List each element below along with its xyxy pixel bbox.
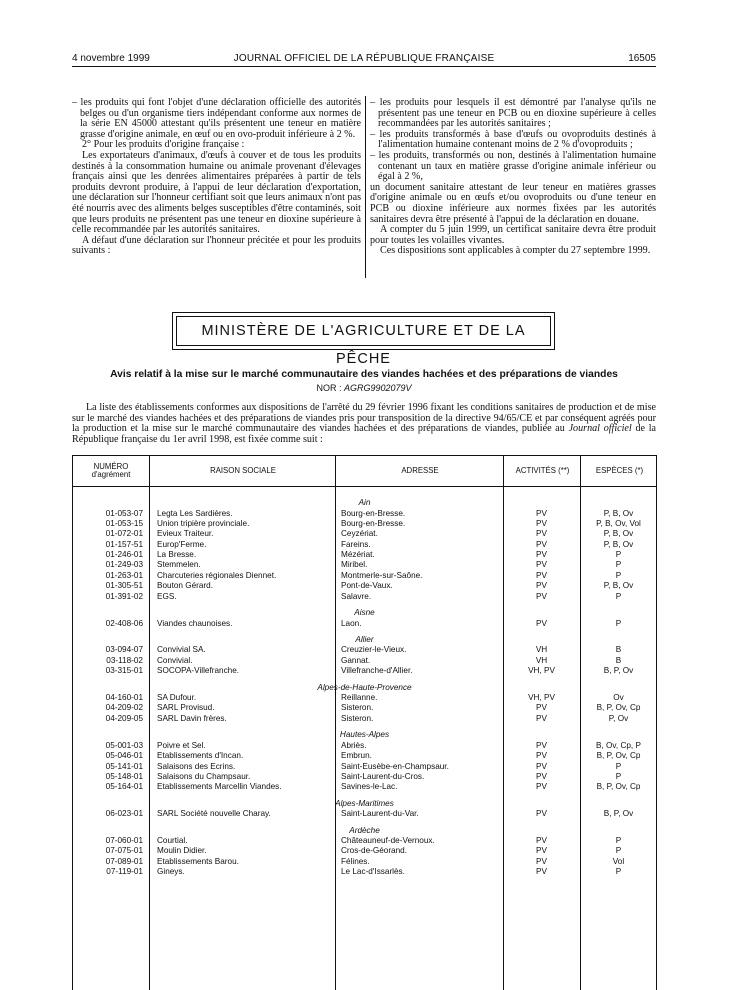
header-numero-line1: NUMÉRO [93,461,129,471]
numero-cell: 01-249-03 [105,560,143,570]
numero-cell: 01-157-51 [105,539,143,549]
table-row [73,571,656,581]
especes-cell: Ov [613,693,624,703]
adresse-cell: Bourg-en-Bresse. [341,518,406,528]
activites-cell: PV [536,836,547,846]
adresse-cell: Laon. [341,618,362,628]
numero-cell: 07-060-01 [105,836,143,846]
raison-cell: Convivial SA. [157,645,206,655]
ministry-heading: MINISTÈRE DE L'AGRICULTURE ET DE LA PÊCHE [176,316,551,346]
adresse-cell: Creuzier-le-Vieux. [341,645,407,655]
numero-cell: 04-160-01 [105,693,143,703]
activites-cell: PV [536,570,547,580]
adresse-cell: Gannat. [341,655,371,665]
raison-cell: Union tripière provinciale. [157,518,250,528]
raison-cell: Etablissements Barou. [157,856,239,866]
table-row [73,751,656,761]
page-header [72,44,656,66]
raison-cell: Courtial. [157,836,188,846]
journal-title: JOURNAL OFFICIEL DE LA RÉPUBLIQUE FRANÇAISE [233,53,495,64]
numero-cell: 01-246-01 [105,550,143,560]
raison-cell: Etablissements Marcellin Viandes. [157,782,282,792]
paragraph: Ces dispositions sont applicables à compter du 27 septembre 1999. [380,245,651,257]
table-row [73,666,656,676]
activites-cell: PV [536,560,547,570]
adresse-cell: Le Lac-d'Issarlès. [341,867,405,877]
header-numero [73,456,149,486]
table-row [73,846,656,856]
adresse-cell: Sisteron. [341,703,374,713]
adresse-cell: Saint-Laurent-du-Cros. [341,771,425,781]
raison-cell: SARL Provisud. [157,703,215,713]
department-heading: Hautes-Alpes [339,730,390,740]
adresse-cell: Abriès. [341,740,367,750]
adresse-cell: Pont-de-Vaux. [341,581,393,591]
adresse-cell: Mézériat. [341,550,375,560]
intro-text: de la République française du 1er avril 1998, est fixée comme suit : [72,423,656,445]
activites-cell: VH, PV [528,693,555,703]
especes-cell: P [615,867,622,877]
table-row [73,867,656,877]
raison-cell: Convivial. [157,655,193,665]
activites-cell: PV [536,713,547,723]
activites-cell: PV [536,751,547,761]
table-row [73,857,656,867]
numero-cell: 01-391-02 [105,591,143,601]
activites-cell: PV [536,529,547,539]
raison-cell: SARL Société nouvelle Charay. [157,809,271,819]
especes-cell: P, B, Ov [603,581,634,591]
department-heading: Ardèche [349,825,380,835]
activites-cell: PV [536,809,547,819]
activites-cell: PV [536,591,547,601]
table-row [73,529,656,539]
activites-cell: PV [536,846,547,856]
especes-cell: Vol [612,856,625,866]
adresse-cell: Bourg-en-Bresse. [341,508,406,518]
adresse-cell: Saint-Eusèbe-en-Champsaur. [341,761,449,771]
especes-cell: B, P, Ov, Cp [596,751,641,761]
column-divider [365,96,366,278]
activites-cell: PV [536,550,547,560]
notice-title: Avis relatif à la mise sur le marché communautaire des viandes hachées et des préparations de viandes [110,369,618,380]
table-row [73,540,656,550]
table-row [73,693,656,703]
paragraph: – les produits, transformés ou non, destinés à l'alimentation humaine contenant un taux en matière grasse d'origine animale inférieur ou égal à 2 %, [370,149,656,183]
nor-code: AGRG9902079V [343,383,412,393]
especes-cell: P, Ov [608,713,629,723]
raison-cell: Salaisons des Ecrins. [157,761,236,771]
activites-cell: PV [536,703,547,713]
issue-date: 4 novembre 1999 [72,53,150,64]
especes-cell: B, P, Ov [603,809,634,819]
adresse-cell: Villefranche-d'Allier. [341,666,413,676]
raison-cell: Europ'Ferme. [157,539,207,549]
paragraph: 2° Pour les produits d'origine française : [82,139,245,151]
raison-cell: Poivre et Sel. [157,740,206,750]
table-row [73,509,656,519]
especes-cell: P [615,560,622,570]
numero-cell: 01-305-51 [105,581,143,591]
raison-cell: Bouton Gérard. [157,581,213,591]
numero-cell: 07-089-01 [105,856,143,866]
header-numero-line2: d'agrément [91,470,131,479]
numero-cell: 04-209-05 [105,713,143,723]
adresse-cell: Savines-le-Lac. [341,782,398,792]
paragraph: Les exportateurs d'animaux, d'œufs à couver et de tous les produits destinés à la consommation humaine ou animale provenant d'élevages français ainsi que les denrées alimentaires préparées à partir de tels produits devront produire, à l'appui de leur déclaration d'exportation, une déclaration sur l'honneur certifiant soit que leurs animaux n'ont pas été nourris avec des aliments belges susceptibles d'être contaminés, soit que leurs produits ne présentent pas une teneur en dioxine supérieure à celle recommandée par les autorités sanitaires. [72,149,361,236]
raison-cell: EGS. [157,591,177,601]
numero-cell: 04-209-02 [105,703,143,713]
activites-cell: VH [535,655,548,665]
table-header [73,456,656,487]
raison-cell: Salaisons du Champsaur. [157,771,251,781]
adresse-cell: Fareins. [341,539,371,549]
raison-cell: Gineys. [157,867,185,877]
numero-cell: 05-148-01 [105,771,143,781]
especes-cell: P [615,761,622,771]
activites-cell: PV [536,761,547,771]
table-row [73,592,656,602]
table-row [73,519,656,529]
paragraph: – les produits qui font l'objet d'une déclaration officielle des autorités belges ou d'un organisme tiers indépendant conforme aux normes de la série EN 45000 attestant qu'ils présentent une teneur en matière grasse d'origine animale, en œuf ou en ovo-produit inférieure à 2 %. [72,97,361,140]
adresse-cell: Châteauneuf-de-Vernoux. [341,836,435,846]
right-column [370,98,656,257]
adresse-cell: Sisteron. [341,713,374,723]
department-heading: Ain [358,498,371,507]
activites-cell: PV [536,856,547,866]
department-heading: Alpes-de-Haute-Provence [317,682,412,692]
activites-cell: PV [536,508,547,518]
numero-cell: 01-072-01 [105,529,143,539]
adresse-cell: Saint-Laurent-du-Var. [341,809,419,819]
adresse-cell: Félines. [341,856,370,866]
especes-cell: P [615,570,622,580]
department-heading: Allier [355,634,374,644]
activites-cell: PV [536,581,547,591]
table-row [73,656,656,666]
numero-cell: 03-094-07 [105,645,143,655]
table-row [73,581,656,591]
numero-cell: 05-046-01 [105,751,143,761]
paragraph: A compter du 5 juin 1999, un certificat sanitaire devra être produit pour toutes les volailles vivantes. [370,224,656,246]
raison-cell: SA Dufour. [157,693,197,703]
raison-cell: SOCOPA-Villefranche. [157,666,240,676]
table-row [73,645,656,655]
paragraph: – les produits pour lesquels il est démontré par l'analyse qu'ils ne présentent pas une teneur en PCB ou en dioxine supérieure à celles recommandées par les autorités sanitaires ; [370,97,656,130]
table-row [73,560,656,570]
activites-cell: PV [536,867,547,877]
numero-cell: 03-315-01 [105,666,143,676]
numero-cell: 06-023-01 [105,809,143,819]
especes-cell: B [615,645,622,655]
activites-cell: PV [536,518,547,528]
intro-text: La liste des établissements conformes aux dispositions de l'arrêté du 29 février 1996 fixant les conditions sanitaires de production et de mise sur le marché des viandes hachées et des préparations de viandes pris pour transposition de la directive 94/65/CE et par conséquent agréés pour la production et la mise sur le marché communautaire des viandes hachées et des préparations de viandes, publiée au [72,402,656,435]
table-row [73,703,656,713]
raison-cell: Charcuteries régionales Diennet. [157,570,277,580]
raison-cell: Stemmelen. [157,560,201,570]
numero-cell: 01-263-01 [105,570,143,580]
especes-cell: B [615,655,622,665]
header-adresse: ADRESSE [335,456,504,486]
especes-cell: P [615,771,622,781]
header-especes: ESPÈCES (*) [580,456,658,486]
especes-cell: P [615,836,622,846]
especes-cell: B, Ov, Cp, P [596,740,641,750]
numero-cell: 05-164-01 [105,782,143,792]
establishments-table [72,455,657,990]
especes-cell: P, B, Ov, Vol [596,518,641,528]
paragraph: A défaut d'une déclaration sur l'honneur précitée et pour les produits suivants : [72,234,361,257]
activites-cell: PV [536,782,547,792]
table-row [73,741,656,751]
numero-cell: 03-118-02 [106,655,143,665]
activites-cell: VH [535,645,548,655]
adresse-cell: Ceyzériat. [341,529,378,539]
table-row [73,809,656,819]
table-row [73,762,656,772]
table-row [73,619,656,629]
table-body [73,497,656,878]
adresse-cell: Embrun. [341,751,372,761]
especes-cell: P [615,846,622,856]
left-column [72,98,361,257]
especes-cell: P, B, Ov [603,529,634,539]
table-row [73,772,656,782]
adresse-cell: Montmerle-sur-Saône. [341,570,423,580]
header-raison-sociale: RAISON SOCIALE [149,456,336,486]
nor-label: NOR : [316,383,342,393]
paragraph: un document sanitaire attestant de leur teneur en matières grasses d'origine animale ou en œufs et/ou ovoproduits ou d'une teneur en PCB ou dioxine inférieure aux normes fixées par les autorités sanitaires devra être présenté à l'appui de la déclaration en douane. [370,181,656,225]
journal-reference: Journal officiel [568,423,632,435]
activites-cell: PV [536,539,547,549]
raison-cell: Etablissements d'Incan. [157,751,244,761]
activites-cell: PV [536,618,547,628]
especes-cell: P [615,618,622,628]
table-row [73,836,656,846]
adresse-cell: Cros-de-Géorand. [341,846,407,856]
nor-reference [72,383,656,393]
especes-cell: P [615,591,622,601]
page-number: 16505 [628,53,656,64]
numero-cell: 07-075-01 [105,846,143,856]
table-row [73,550,656,560]
raison-cell: Evieux Traiteur. [157,529,214,539]
numero-cell: 05-001-03 [105,740,143,750]
especes-cell: P, B, Ov [603,539,634,549]
numero-cell: 07-119-01 [106,867,143,877]
paragraph: – les produits transformés à base d'œufs ou ovoproduits destinés à l'alimentation humaine contenant moins de 2 % d'ovoproduits ; [370,128,656,151]
header-activites: ACTIVITÉS (**) [503,456,581,486]
adresse-cell: Reillanne. [341,693,378,703]
especes-cell: P, B, Ov [603,508,634,518]
adresse-cell: Salavre. [341,591,372,601]
table-row [73,782,656,792]
especes-cell: B, P, Ov, Cp [596,782,641,792]
table-row [73,714,656,724]
header-rule [72,66,656,67]
raison-cell: Viandes chaunoises. [157,618,233,628]
department-heading: Aisne [354,608,375,618]
numero-cell: 01-053-15 [105,518,143,528]
raison-cell: La Bresse. [157,550,197,560]
department-heading: Alpes-Maritimes [335,798,394,808]
especes-cell: B, P, Ov [603,666,634,676]
numero-cell: 01-053-07 [105,508,143,518]
activites-cell: VH, PV [528,666,555,676]
activites-cell: PV [536,740,547,750]
especes-cell: B, P, Ov, Cp [596,703,641,713]
notice-intro [72,403,656,445]
raison-cell: SARL Davin frères. [157,713,227,723]
adresse-cell: Miribel. [341,560,368,570]
raison-cell: Legta Les Sardières. [157,508,233,518]
numero-cell: 05-141-01 [105,761,143,771]
activites-cell: PV [536,771,547,781]
raison-cell: Moulin Didier. [157,846,207,856]
numero-cell: 02-408-06 [105,618,143,628]
especes-cell: P [615,550,622,560]
